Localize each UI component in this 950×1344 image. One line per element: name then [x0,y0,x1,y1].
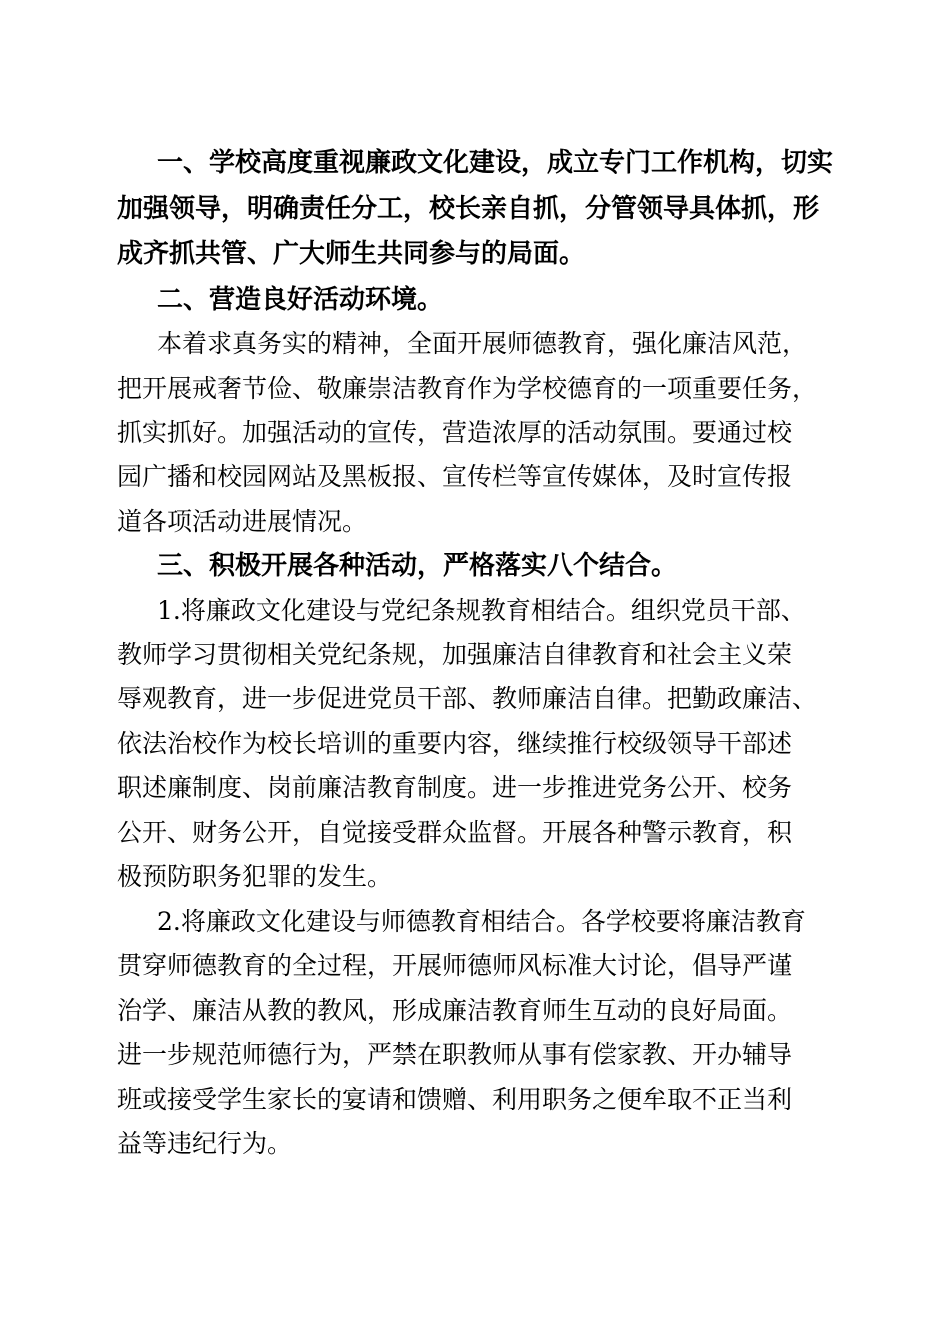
paragraph-2-line-5: 职述廉制度、岗前廉洁教育制度。进一步推进党务公开、校务 [117,773,793,802]
paragraph-2-line-7: 极预防职务犯罪的发生。 [117,862,393,891]
paragraph-3-line-6: 益等违纪行为。 [117,1129,293,1158]
paragraph-3-line-2: 贯穿师德教育的全过程，开展师德师风标准大讨论，倡导严谨 [117,951,793,980]
paragraph-3-line-3: 治学、廉洁从教的教风，形成廉洁教育师生互动的良好局面。 [117,996,793,1025]
paragraph-3-line-4: 进一步规范师德行为，严禁在职教师从事有偿家教、开办辅导 [117,1040,793,1069]
paragraph-2-line-2: 教师学习贯彻相关党纪条规，加强廉洁自律教育和社会主义荣 [117,640,793,669]
paragraph-1-line-5: 道各项活动进展情况。 [117,507,368,536]
paragraph-1-line-2: 把开展戒奢节俭、敬廉崇洁教育作为学校德育的一项重要任务， [117,374,818,403]
paragraph-3-line-1: 2.将廉政文化建设与师德教育相结合。各学校要将廉洁教育 [157,907,806,936]
paragraph-1-line-1: 本着求真务实的精神，全面开展师德教育，强化廉洁风范， [157,329,808,358]
heading-1-line-3: 成齐抓共管、广大师生共同参与的局面。 [117,239,586,269]
heading-3: 三、积极开展各种活动，严格落实八个结合。 [157,551,678,581]
paragraph-1-line-3: 抓实抓好。加强活动的宣传，营造浓厚的活动氛围。要通过校 [117,418,793,447]
paragraph-2-line-3: 辱观教育，进一步促进党员干部、教师廉洁自律。把勤政廉洁、 [117,684,818,713]
paragraph-2-line-4: 依法治校作为校长培训的重要内容，继续推行校级领导干部述 [117,729,793,758]
paragraph-3-line-5: 班或接受学生家长的宴请和馈赠、利用职务之便牟取不正当利 [117,1085,793,1114]
paragraph-2-line-1: 1.将廉政文化建设与党纪条规教育相结合。组织党员干部、 [157,596,806,625]
paragraph-2-line-6: 公开、财务公开，自觉接受群众监督。开展各种警示教育，积 [117,818,793,847]
paragraph-1-line-4: 园广播和校园网站及黑板报、宣传栏等宣传媒体，及时宣传报 [117,462,793,491]
heading-1-line-2: 加强领导，明确责任分工，校长亲自抓，分管领导具体抓，形 [117,194,820,224]
heading-1-line-1: 一、学校高度重视廉政文化建设，成立专门工作机构，切实 [157,148,834,178]
heading-2: 二、营造良好活动环境。 [157,285,444,315]
